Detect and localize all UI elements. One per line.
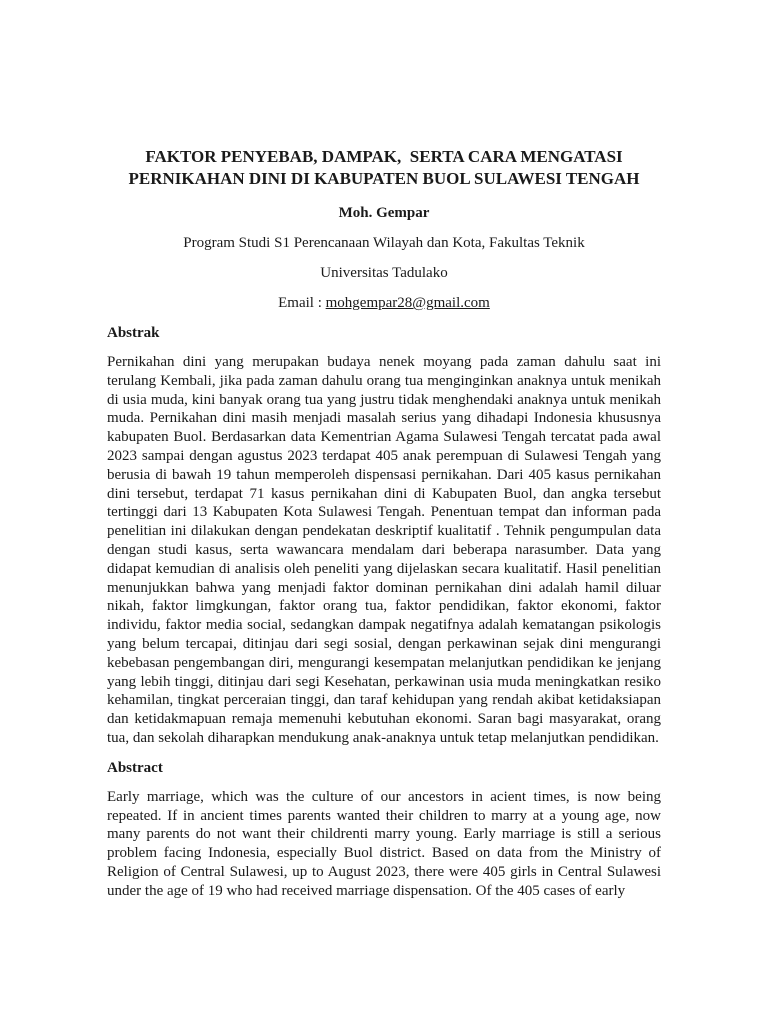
email-link[interactable]: mohgempar28@gmail.com bbox=[325, 295, 490, 311]
email-label: Email : bbox=[278, 295, 326, 311]
author-name: Moh. Gempar bbox=[338, 205, 430, 221]
email-line bbox=[107, 294, 661, 312]
paper-title bbox=[107, 146, 661, 190]
title-line-2: PERNIKAHAN DINI DI KABUPATEN BUOL SULAWESI TENGAH bbox=[128, 169, 640, 188]
affiliation-university: Universitas Tadulako bbox=[320, 265, 448, 281]
affiliation-program: Program Studi S1 Perencanaan Wilayah dan Kota, Fakultas Teknik bbox=[183, 235, 585, 251]
abstract-paragraph: Early marriage, which was the culture of our ancestors in acient times, is now being repeated. If in ancient times parents wanted their children to marry at a young age, now many parents do not want their childrenti marry young. Early marriage is still a serious problem facing Indonesia, especially Buol district. Based on data from the Ministry of Religion of Central Sulawesi, up to August 2023, there were 405 girls in Central Sulawesi under the age of 19 who had received marriage dispensation. Of the 405 cases of early bbox=[107, 788, 661, 899]
title-line-1: FAKTOR PENYEBAB, DAMPAK, SERTA CARA MENGATASI bbox=[145, 147, 623, 166]
paper-page bbox=[107, 146, 661, 912]
abstrak-heading: Abstrak bbox=[107, 325, 160, 341]
abstract-heading: Abstract bbox=[107, 759, 163, 776]
abstrak-paragraph: Pernikahan dini yang merupakan budaya nenek moyang pada zaman dahulu saat ini terulang Kembali, jika pada zaman dahulu orang tua menginginkan anaknya untuk menikah di usia muda, kini banyak orang tua yang justru tidak menghendaki anaknya untuk menikah muda. Pernikahan dini masih menjadi masalah serius yang dihadapi Indonesia khususnya kabupaten Buol. Berdasarkan data Kementrian Agama Sulawesi Tengah tercatat pada awal 2023 sampai dengan agustus 2023 terdapat 405 anak perempuan di Sulawesi Tengah yang berusia di bawah 19 tahun memperoleh dispensasi pernikahan. Dari 405 kasus pernikahan dini tersebut, terdapat 71 kasus pernikahan dini di Kabupaten Buol, dan angka tersebut tertinggi dari 13 Kabupaten Kota Sulawesi Tengah. Penentuan tempat dan informan pada penelitian ini dilakukan dengan pendekatan deskriptif kualitatif . Tehnik pengumpulan data dengan studi kasus, serta wawancara mendalam dari beberapa narasumber. Data yang didapat kemudian di analisis oleh peneliti yang dijelaskan secara kualitatif. Hasil penelitian menunjukkan bahwa yang menjadi faktor dominan pernikahan dini adalah hamil diluar nikah, faktor limgkungan, faktor orang tua, faktor pendidikan, faktor ekonomi, faktor individu, faktor media social, sedangkan dampak negatifnya adalah kematangan psikologis yang belum tercapai, ditinjau dari segi sosial, dengan perkawinan sejak dini mengurangi kebebasan pengembangan diri, mengurangi kesempatan melanjutkan pendidikan ke jenjang yang lebih tinggi, ditinjau dari segi Kesehatan, perkawinan usia muda meningkatkan resiko kehamilan, tingkat perceraian tinggi, dan taraf kehidupan yang rendah akibat ketidaksiapan dan ketidakmapuan remaja memenuhi kebutuhan ekonomi. Saran bagi masyarakat, orang tua, dan sekolah diharapkan mendukung anak-anaknya untuk tetap melanjutkan pendidikan. bbox=[107, 354, 661, 746]
